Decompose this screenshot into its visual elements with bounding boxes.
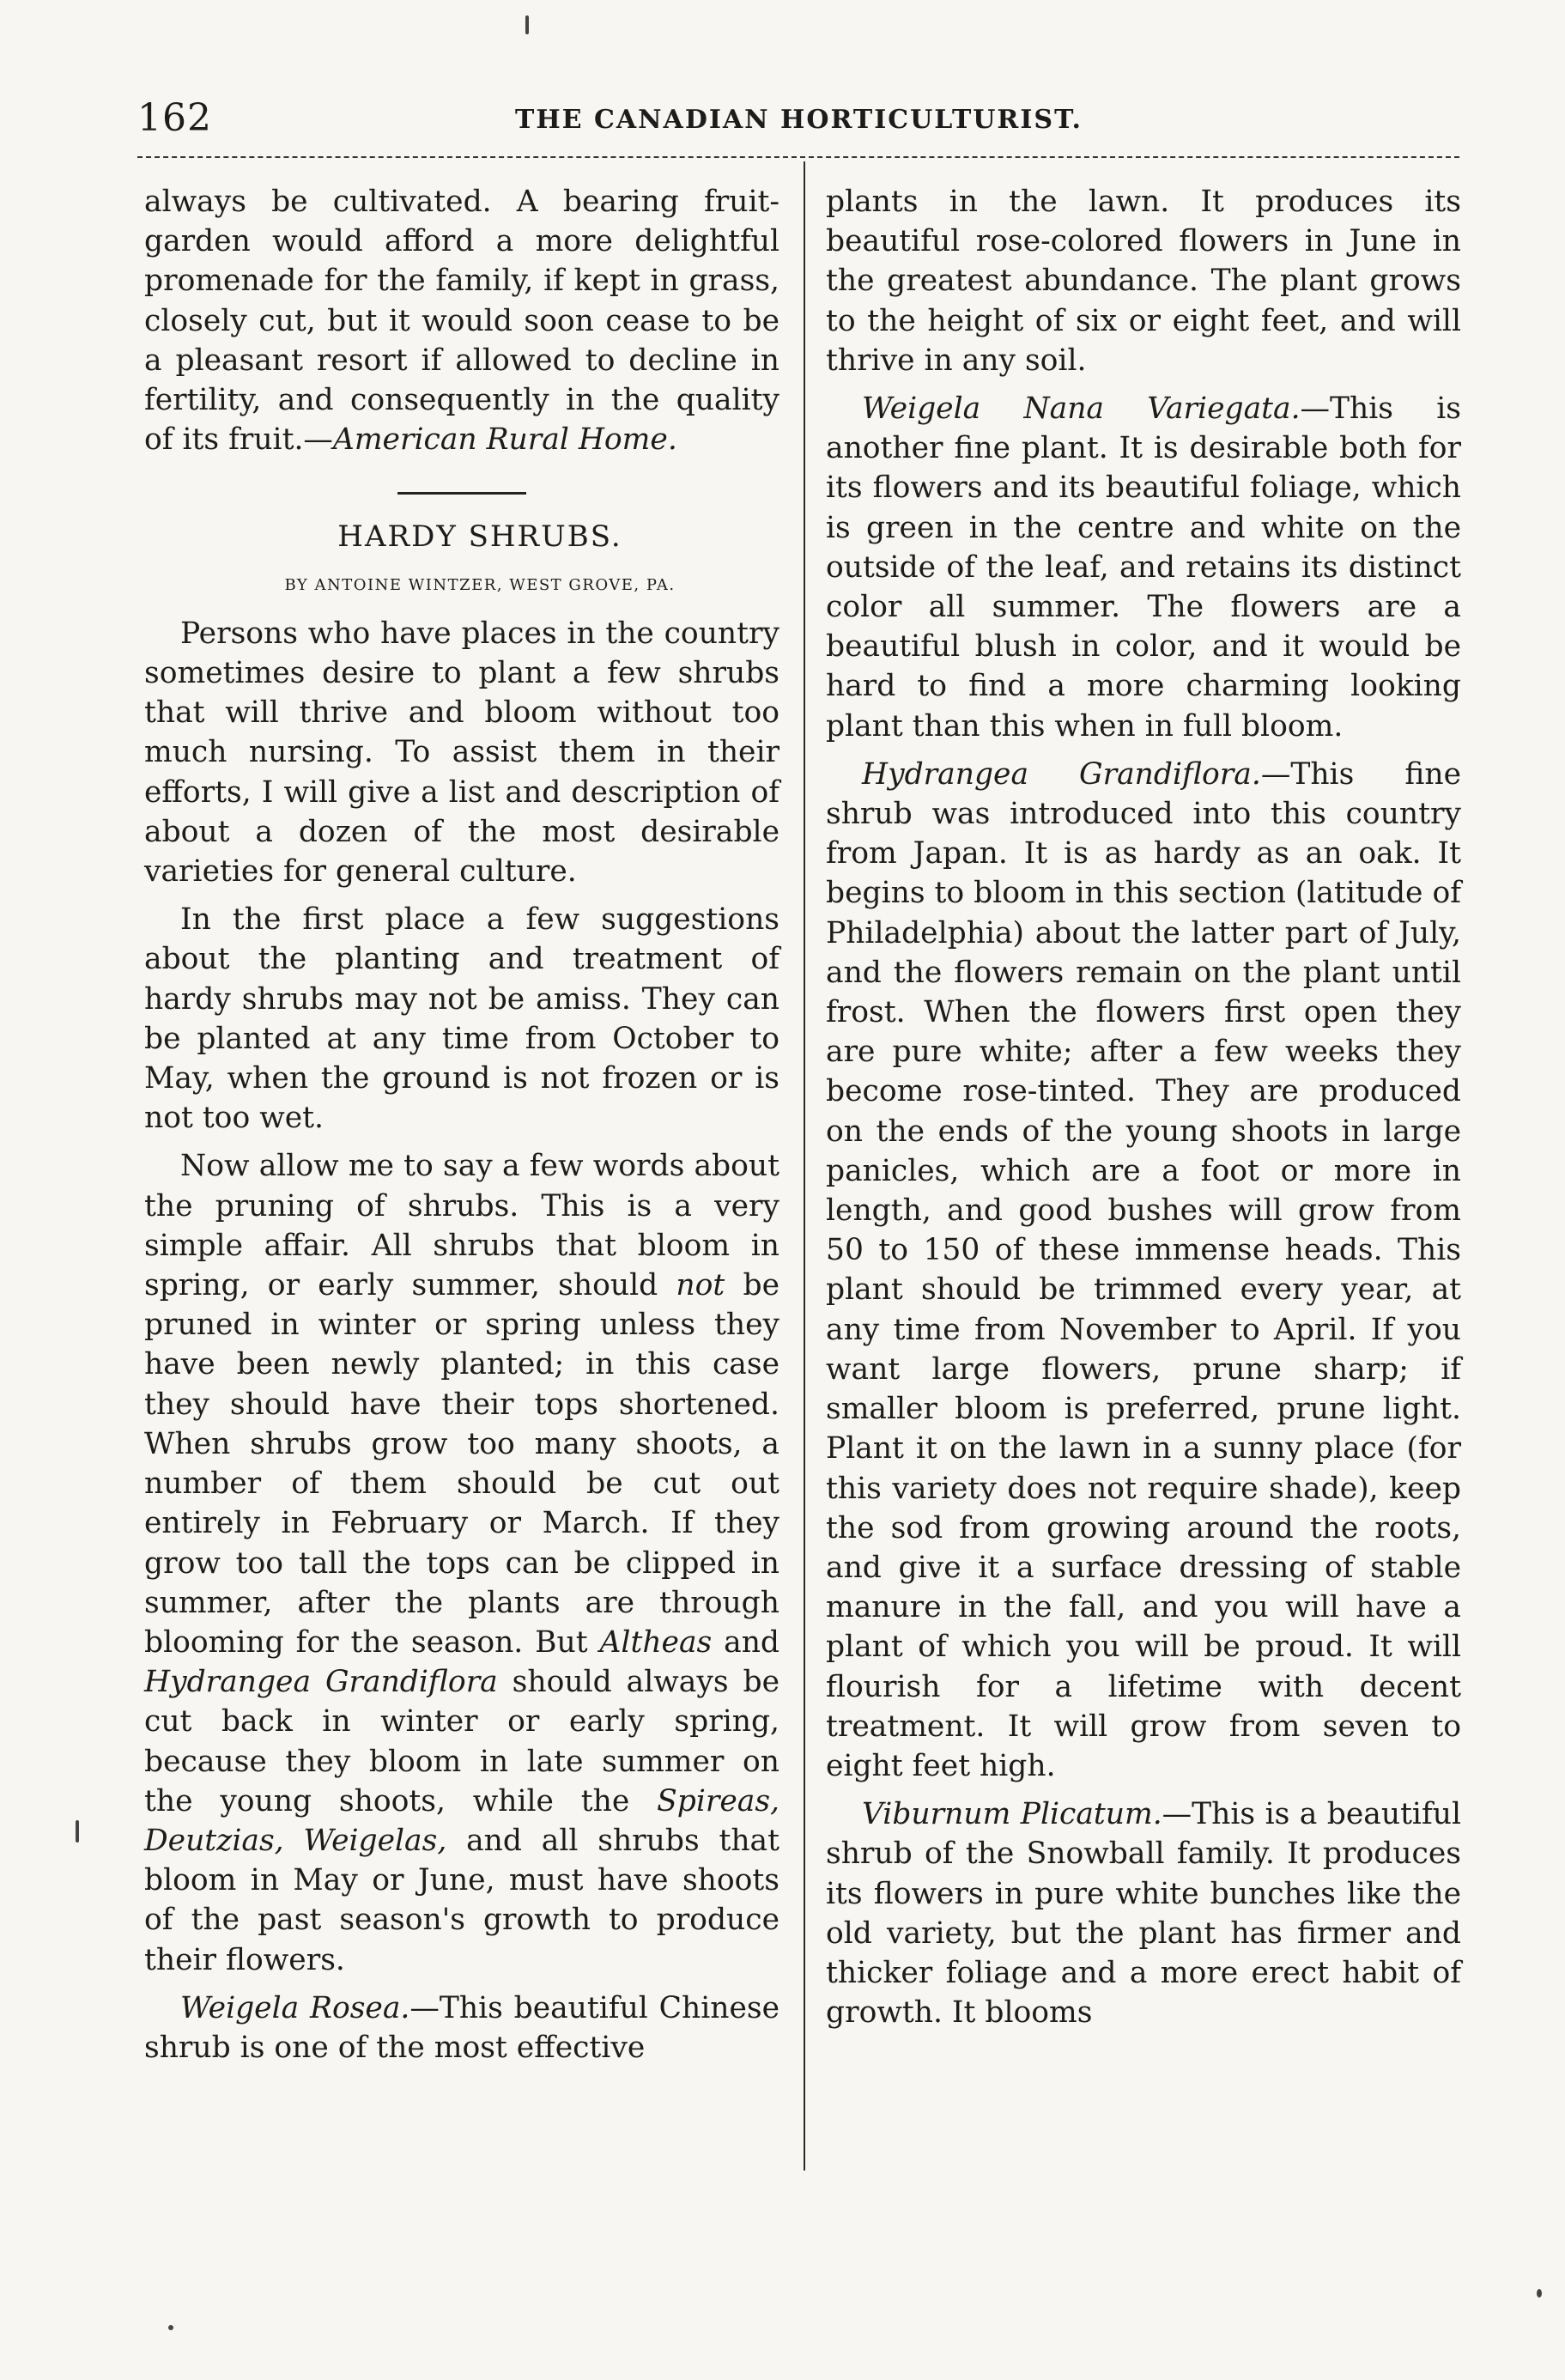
right-column (826, 182, 1461, 2041)
header-rule (137, 156, 1459, 158)
running-head (137, 96, 1459, 148)
plant-heading-weigela-nana: Weigela Nana Variegata. (862, 392, 1301, 427)
page-number: 162 (137, 96, 212, 140)
paragraph-pruning (144, 1146, 779, 1979)
article-byline: BY ANTOINE WINTZER, WEST GROVE, PA. (284, 575, 676, 594)
scan-speck (525, 15, 529, 34)
viburnum-text: —This is a beautiful shrub of the Snowball family. It produces its flowers in pure white bunches like the old variety, but the plant has firmer and thicker foliage and a more erect habit of growth. It blooms (826, 1797, 1461, 2031)
pruning-text-e: and all shrubs that bloom in May or June, must have shoots of the past season's growth to produce their flowers. (144, 1823, 779, 1977)
weigela-nana-text: —This is another fine plant. It is desirable both for its flowers and its beautiful foliage, which is green in the centre and white on the outside of the leaf, and retains its distinct color all summer. The flowers are a beautiful blush in color, and it would be hard to find a more charming looking plant than this when in full bloom. (826, 392, 1461, 744)
plant-heading-weigela-rosea: Weigela Rosea. (180, 1990, 410, 2025)
pruning-text-b: be pruned in winter or spring unless they have been newly planted; in this case they should have their tops shortened. When shrubs grow too many shoots, a number of them should be cut out entirely in February or March. If they grow too tall the tops can be clipped in summer, after the plants are through blooming for the season. But (144, 1268, 780, 1660)
plant-names-spireas: Spireas, Deutzias, Weigelas, (144, 1783, 779, 1858)
paragraph-weigela-rosea-continued: plants in the lawn. It produces its beautiful rose-colored flowers in June in the greatest abundance. The plant grows to the height of six or eight feet, and will thrive in any soil. (826, 185, 1461, 378)
pruning-text-c: and (712, 1624, 779, 1660)
source-citation: American Rural Home. (332, 422, 677, 458)
pruning-text-a: Now allow me to say a few words about the pruning of shrubs. This is a very simple affair. All shrubs that bloom in spring, or early summer, should (144, 1149, 779, 1303)
paragraph-intro: Persons who have places in the country sometimes desire to plant a few shrubs that will thrive and bloom without too much nursing. To assist them in their efforts, I will give a list and description of about a dozen of the most desirable varieties for general culture. (144, 616, 779, 889)
paragraph-planting: In the first place a few suggestions about the planting and treatment of hardy shrubs may not be amiss. They can be planted at any time from October to May, when the ground is not frozen or is not too wet. (144, 902, 779, 1136)
column-divider (804, 161, 805, 2171)
hydrangea-text: —This fine shrub was introduced into this country from Japan. It is as hardy as an oak. It begins to bloom in this section (latitude of Philadelphia) about the latter part of July, and the flowers remain on the plant until frost. When the flowers first open they are pure white; after a few weeks they become rose-tinted. They are produced on the ends of the young shoots in large panicles, which are a foot or more in length, and good bushes will grow from 50 to 150 of these immense heads. This plant should be trimmed every year, at any time from November to April. If you want large flowers, prune sharp; if smaller bloom is preferred, prune light. Plant it on the lawn in a sunny place (for this variety does not require shade), keep the sod from growing around the roots, and give it a surface dressing of stable manure in the fall, and you will have a plant of which you will be proud. It will flourish for a lifetime with decent treatment. It will grow from seven to eight feet high. (826, 756, 1461, 1783)
scan-speck (1537, 2289, 1542, 2298)
article-title: HARDY SHRUBS. (337, 519, 622, 555)
article-separator-rule (397, 492, 526, 495)
plant-heading-hydrangea: Hydrangea Grandiflora. (862, 756, 1261, 792)
paragraph-weigela-rosea (144, 1988, 779, 2067)
emphasis-not: not (676, 1268, 725, 1303)
continued-text: always be cultivated. A bearing fruit-garden would afford a more delightful promenade for the family, if kept in grass, closely cut, but it would soon cease to be a pleasant resort if allowed to decline in fertility, and consequently in the quality of its fruit.— (144, 185, 779, 458)
scan-speck (76, 1820, 79, 1843)
plant-name-altheas: Altheas (599, 1624, 713, 1660)
paragraph-viburnum (826, 1794, 1461, 2032)
continued-paragraph (144, 182, 779, 459)
plant-heading-viburnum: Viburnum Plicatum. (862, 1797, 1162, 1832)
paragraph-hydrangea (826, 755, 1461, 1786)
pruning-text-d: should always be cut back in winter or early spring, because they bloom in late summer on the young shoots, while the (144, 1665, 779, 1818)
weigela-rosea-text: —This beautiful Chinese shrub is one of the most effective (144, 1990, 779, 2065)
journal-title: THE CANADIAN HORTICULTURIST. (515, 105, 1083, 135)
scan-speck (168, 2325, 173, 2330)
plant-name-hydrangea: Hydrangea Grandiflora (144, 1665, 498, 1700)
left-column (144, 182, 779, 2076)
paragraph-weigela-nana (826, 389, 1461, 746)
